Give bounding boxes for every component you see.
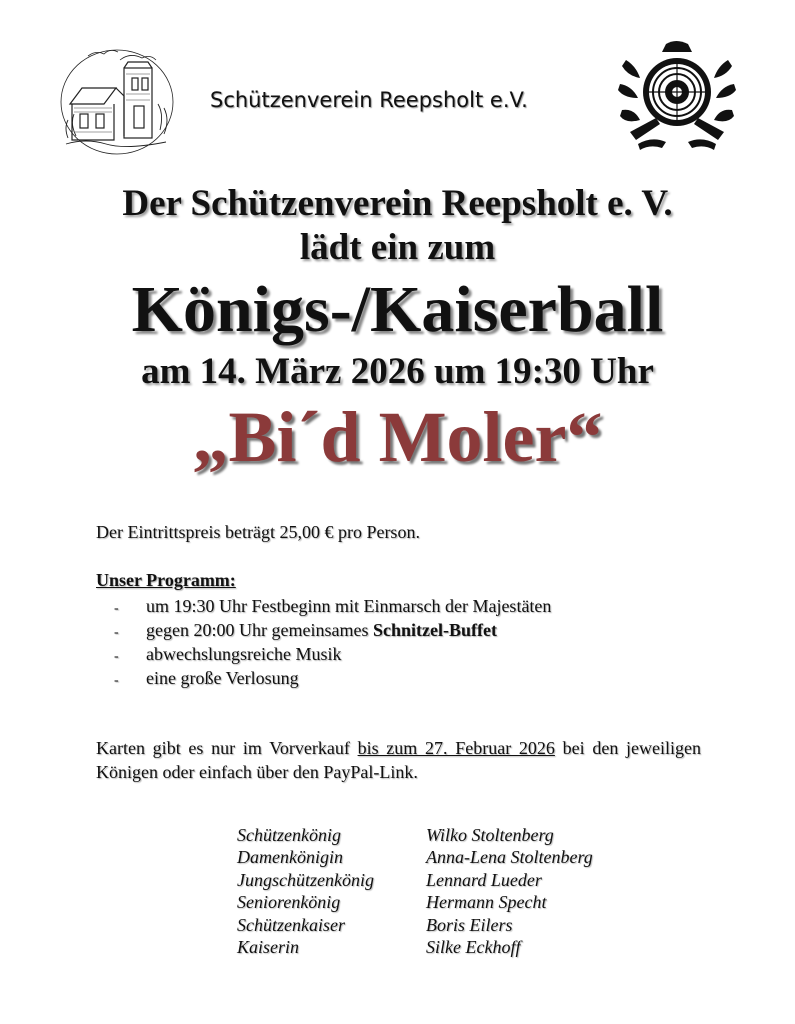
royal-title: Jungschützenkönig	[237, 869, 374, 890]
target-emblem-logo	[616, 40, 738, 152]
ticket-info	[96, 736, 701, 784]
royal-name: Lennard Lueder	[426, 869, 542, 890]
royal-title: Schützenkaiser	[237, 914, 345, 935]
invitation-line-1: Der Schützenverein Reepsholt e. V.	[122, 183, 673, 224]
program-title: Unser Programm:	[96, 570, 236, 590]
ticket-info-text: bei den jeweiligen Königen oder einfach über den PayPal-Link.	[96, 738, 702, 782]
bullet-dash: -	[114, 601, 119, 616]
event-title: Königs-/Kaiserball	[131, 273, 664, 346]
ticket-deadline: bis zum 27. Februar 2026	[357, 738, 555, 758]
list-item	[114, 594, 551, 618]
event-motto: „Bi´d Moler“	[192, 397, 603, 477]
royal-name: Boris Eilers	[426, 914, 513, 935]
royal-title: Damenkönigin	[237, 847, 343, 868]
royal-name: Silke Eckhoff	[426, 936, 521, 957]
bullet-dash: -	[114, 673, 119, 688]
program-item-highlight: Schnitzel-Buffet	[372, 620, 497, 640]
royal-row	[237, 936, 593, 958]
bullet-dash: -	[114, 625, 119, 640]
royal-title: Schützenkönig	[237, 825, 341, 845]
club-name: Schützenverein Reepsholt e.V.	[210, 88, 528, 112]
list-item	[114, 642, 551, 666]
invitation-line-2: lädt ein zum	[299, 227, 496, 268]
royal-title: Kaiserin	[237, 936, 300, 957]
church-logo	[58, 44, 176, 156]
list-item	[114, 666, 551, 690]
royal-row	[237, 824, 593, 846]
royal-title: Seniorenkönig	[237, 892, 341, 913]
program-item-text: um 19:30 Uhr Festbeginn mit Einmarsch der Majestäten	[146, 596, 552, 616]
royal-name: Hermann Specht	[426, 892, 547, 913]
royal-name: Wilko Stoltenberg	[426, 825, 554, 845]
program-list	[114, 594, 551, 690]
ticket-info-text: Karten gibt es nur im Vorverkauf	[96, 738, 358, 758]
event-date: am 14. März 2026 um 19:30 Uhr	[141, 351, 654, 392]
list-item	[114, 618, 551, 642]
bullet-dash: -	[114, 649, 119, 664]
royal-row	[237, 914, 593, 936]
royal-name: Anna-Lena Stoltenberg	[426, 847, 593, 868]
program-item-text: eine große Verlosung	[146, 668, 299, 688]
program-item-text: gegen 20:00 Uhr gemeinsames	[146, 620, 373, 640]
admission-price: Der Eintrittspreis beträgt 25,00 € pro Person.	[96, 522, 420, 542]
royal-row	[237, 869, 593, 891]
royal-row	[237, 891, 593, 913]
program-item-text: abwechslungsreiche Musik	[146, 644, 342, 664]
royal-row	[237, 846, 593, 868]
royals-table	[237, 824, 593, 958]
